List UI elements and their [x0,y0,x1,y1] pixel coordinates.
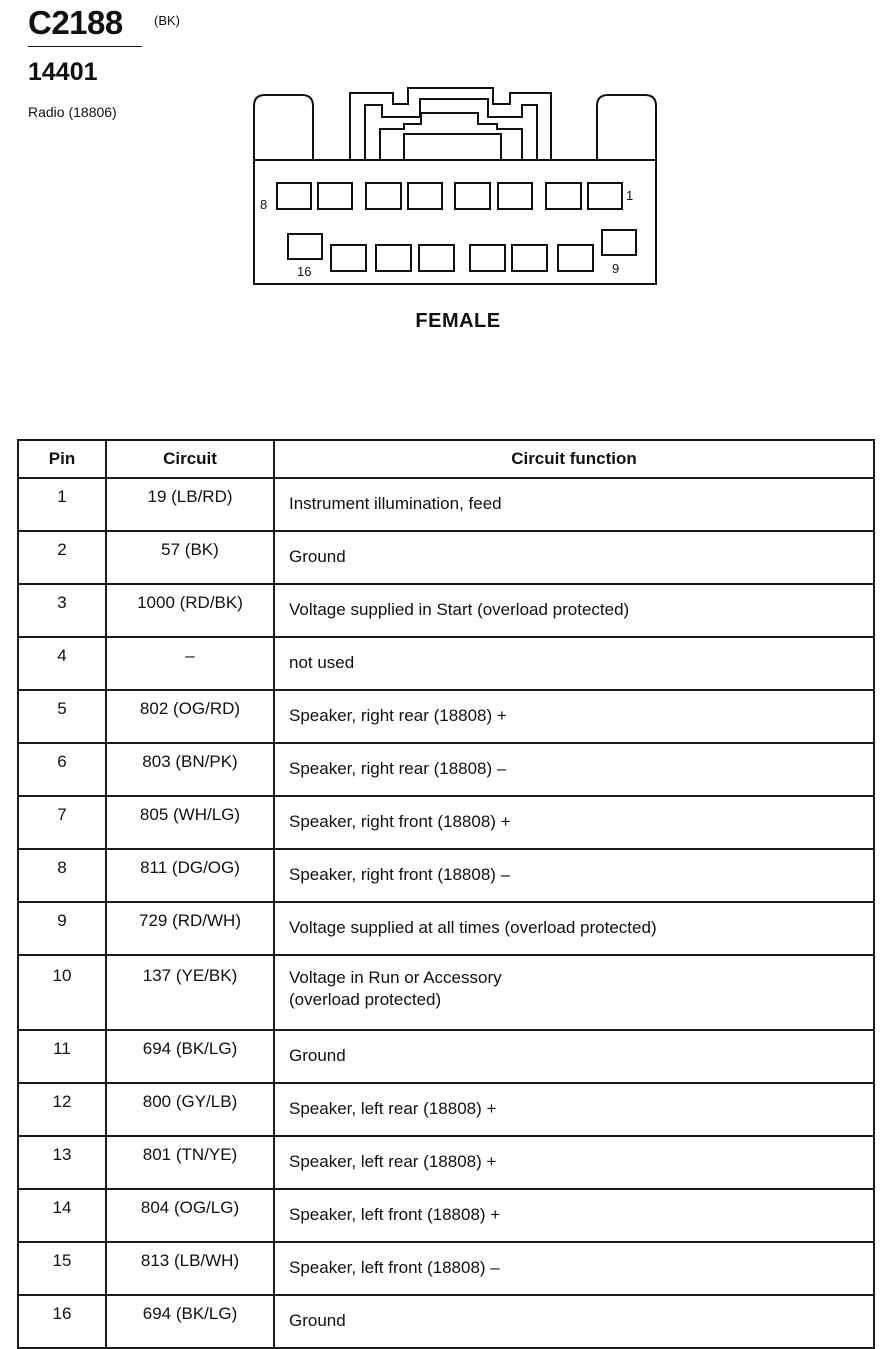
pin-cell: 13 [18,1136,106,1189]
cavity-5 [408,183,442,209]
table-row [18,955,874,1030]
cavity-3 [498,183,532,209]
table-row [18,849,874,902]
cavity-16 [288,234,322,259]
function-cell: Speaker, right rear (18808) – [274,743,874,796]
circuit-cell: 803 (BN/PK) [106,743,274,796]
circuit-cell: 805 (WH/LG) [106,796,274,849]
table-row [18,478,874,531]
pin-label-9: 9 [612,261,620,276]
function-cell: Ground [274,1030,874,1083]
pin-cell: 6 [18,743,106,796]
circuit-cell: 694 (BK/LG) [106,1295,274,1348]
header-circuit: Circuit [106,440,274,478]
table-row [18,1189,874,1242]
circuit-cell: 811 (DG/OG) [106,849,274,902]
function-cell: Speaker, left rear (18808) + [274,1136,874,1189]
pin-cell: 7 [18,796,106,849]
function-cell: Speaker, right rear (18808) + [274,690,874,743]
circuit-cell: 1000 (RD/BK) [106,584,274,637]
circuit-cell: 802 (OG/RD) [106,690,274,743]
connector-left-ear [254,95,313,160]
pin-cell: 2 [18,531,106,584]
circuit-cell: 57 (BK) [106,531,274,584]
view-label: FEMALE [415,310,501,332]
pin-cell: 11 [18,1030,106,1083]
circuit-cell: – [106,637,274,690]
cavity-1 [588,183,622,209]
cavity-7 [318,183,352,209]
function-cell: Instrument illumination, feed [274,478,874,531]
circuit-cell: 137 (YE/BK) [106,955,274,1030]
table-row [18,531,874,584]
table-row [18,1083,874,1136]
pin-cell: 1 [18,478,106,531]
cavity-2 [546,183,581,209]
table-row [18,584,874,637]
function-cell: not used [274,637,874,690]
cavity-8 [277,183,311,209]
component-name: Radio (18806) [28,104,117,120]
function-cell: Speaker, right front (18808) – [274,849,874,902]
pin-cell: 12 [18,1083,106,1136]
function-cell: Voltage supplied at all times (overload protected) [274,902,874,955]
cavity-14 [376,245,411,271]
pin-table [17,439,875,1349]
pin-cell: 14 [18,1189,106,1242]
pin-cell: 15 [18,1242,106,1295]
function-cell: Ground [274,531,874,584]
cavity-15 [331,245,366,271]
function-line: Voltage in Run or Accessory [289,968,502,987]
pin-label-8: 8 [260,197,268,212]
circuit-cell: 694 (BK/LG) [106,1030,274,1083]
circuit-cell: 19 (LB/RD) [106,478,274,531]
pin-label-16: 16 [297,264,312,279]
function-cell: Speaker, right front (18808) + [274,796,874,849]
function-cell: Speaker, left front (18808) + [274,1189,874,1242]
circuit-cell: 813 (LB/WH) [106,1242,274,1295]
cavity-4 [455,183,490,209]
pin-cell: 8 [18,849,106,902]
circuit-cell: 801 (TN/YE) [106,1136,274,1189]
pin-cell: 9 [18,902,106,955]
function-cell: Voltage supplied in Start (overload protected) [274,584,874,637]
function-cell [274,955,874,1030]
connector-right-ear [597,95,656,160]
cavity-13 [419,245,454,271]
color-code: (BK) [154,13,180,28]
cavity-12 [470,245,505,271]
cavity-6 [366,183,401,209]
table-row [18,743,874,796]
function-line: (overload protected) [289,990,442,1009]
table-header-row [18,440,874,478]
pin-cell: 10 [18,955,106,1030]
function-cell: Ground [274,1295,874,1348]
cavity-10 [558,245,593,271]
circuit-cell: 800 (GY/LB) [106,1083,274,1136]
header-pin: Pin [18,440,106,478]
pin-cell: 4 [18,637,106,690]
function-cell: Speaker, left rear (18808) + [274,1083,874,1136]
pin-cell: 3 [18,584,106,637]
function-cell: Speaker, left front (18808) – [274,1242,874,1295]
table-row [18,1242,874,1295]
circuit-cell: 729 (RD/WH) [106,902,274,955]
part-number: 14401 [28,58,98,86]
table-row [18,796,874,849]
table-row [18,902,874,955]
table-row [18,637,874,690]
table-row [18,1295,874,1348]
connector-diagram [0,0,896,300]
cavity-9 [602,230,636,255]
pin-cell: 5 [18,690,106,743]
table-row [18,1030,874,1083]
circuit-cell: 804 (OG/LG) [106,1189,274,1242]
pin-label-1: 1 [626,188,634,203]
connector-id: C2188 [28,4,123,41]
header-function: Circuit function [274,440,874,478]
table-row [18,1136,874,1189]
pin-cell: 16 [18,1295,106,1348]
table-row [18,690,874,743]
cavity-11 [512,245,547,271]
